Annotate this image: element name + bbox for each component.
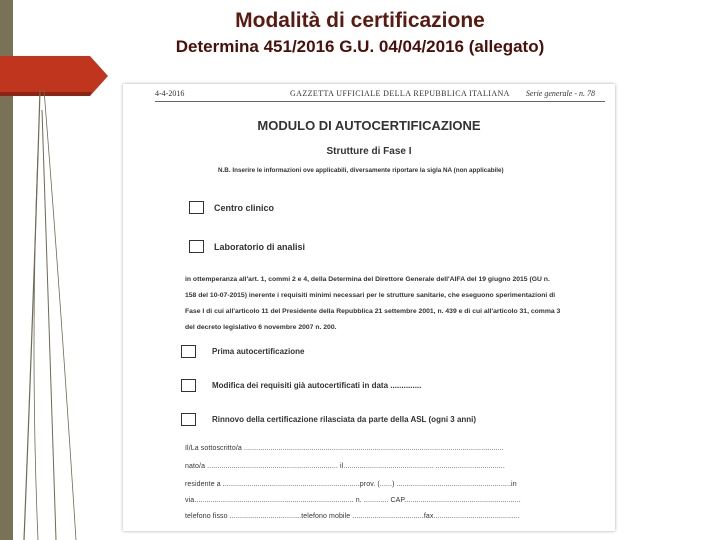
form-title: MODULO DI AUTOCERTIFICAZIONE — [257, 118, 481, 133]
checkbox-icon — [181, 413, 196, 426]
slide-subtitle: Determina 451/2016 G.U. 04/04/2016 (allegato) — [175, 37, 545, 56]
option-label: Centro clinico — [214, 202, 275, 213]
form-line: telefono fisso ...................................telefono mobile ...................................fax.......................................... — [185, 513, 520, 520]
option-prima — [181, 345, 304, 358]
form-subtitle: Strutture di Fase I — [326, 146, 412, 157]
gazette-header — [155, 89, 605, 102]
option-modifica — [181, 379, 421, 392]
form-line: nato/a ................................................................ il............................................ .................................. — [185, 463, 505, 470]
option-centro-clinico — [189, 201, 274, 214]
header-date: 4-4-2016 — [155, 89, 185, 98]
option-rinnovo — [181, 413, 476, 426]
form-note: N.B. Inserire le informazioni ove applicabili, diversamente riportare la sigla NA (non applicabile) — [218, 167, 504, 174]
option-label: Laboratorio di analisi — [214, 241, 306, 252]
slide-title: Modalità di certificazione — [235, 9, 485, 32]
option-label: Rinnovo della certificazione rilasciata da parte della ASL (ogni 3 anni) — [212, 415, 477, 424]
checkbox-icon — [189, 240, 204, 253]
option-laboratorio — [189, 240, 305, 253]
legal-paragraph: in ottemperanza all'art. 1, commi 2 e 4, della Determina del Direttore Generale dell'AIFA del 19 giugno 2015 (GU n. 158 del 10-07-2015) inerente i requisiti minimi necessari per le strutture sanitarie, che eseguono sperimentazioni di Fase I di cui all'articolo 11 del Presidente della Repubblica 21 settembre 2001, n. 439 e di cui all'articolo 31, comma 3 del decreto legislativo 6 novembre 2007 n. 200. — [185, 276, 561, 331]
checkbox-icon — [189, 201, 204, 214]
checkbox-icon — [181, 345, 196, 358]
header-series: Serie generale - n. 78 — [525, 89, 595, 98]
form-line: via.............................................................................. n. ............ CAP......................................................... — [185, 497, 521, 504]
header-gazette: GAZZETTA UFFICIALE DELLA REPUBBLICA ITALIANA — [290, 89, 510, 98]
checkbox-icon — [181, 379, 196, 392]
decorative-lines — [20, 90, 100, 540]
form-line: residente a ...................................................................prov. (......) ........................................................in — [185, 481, 517, 488]
option-label: Prima autocertificazione — [212, 347, 305, 356]
document-scan — [123, 84, 615, 531]
form-line: Il/La sottoscritto/a ............................................................................................................................... — [185, 445, 504, 452]
option-label: Modifica dei requisiti già autocertificati in data .............. — [212, 381, 422, 390]
